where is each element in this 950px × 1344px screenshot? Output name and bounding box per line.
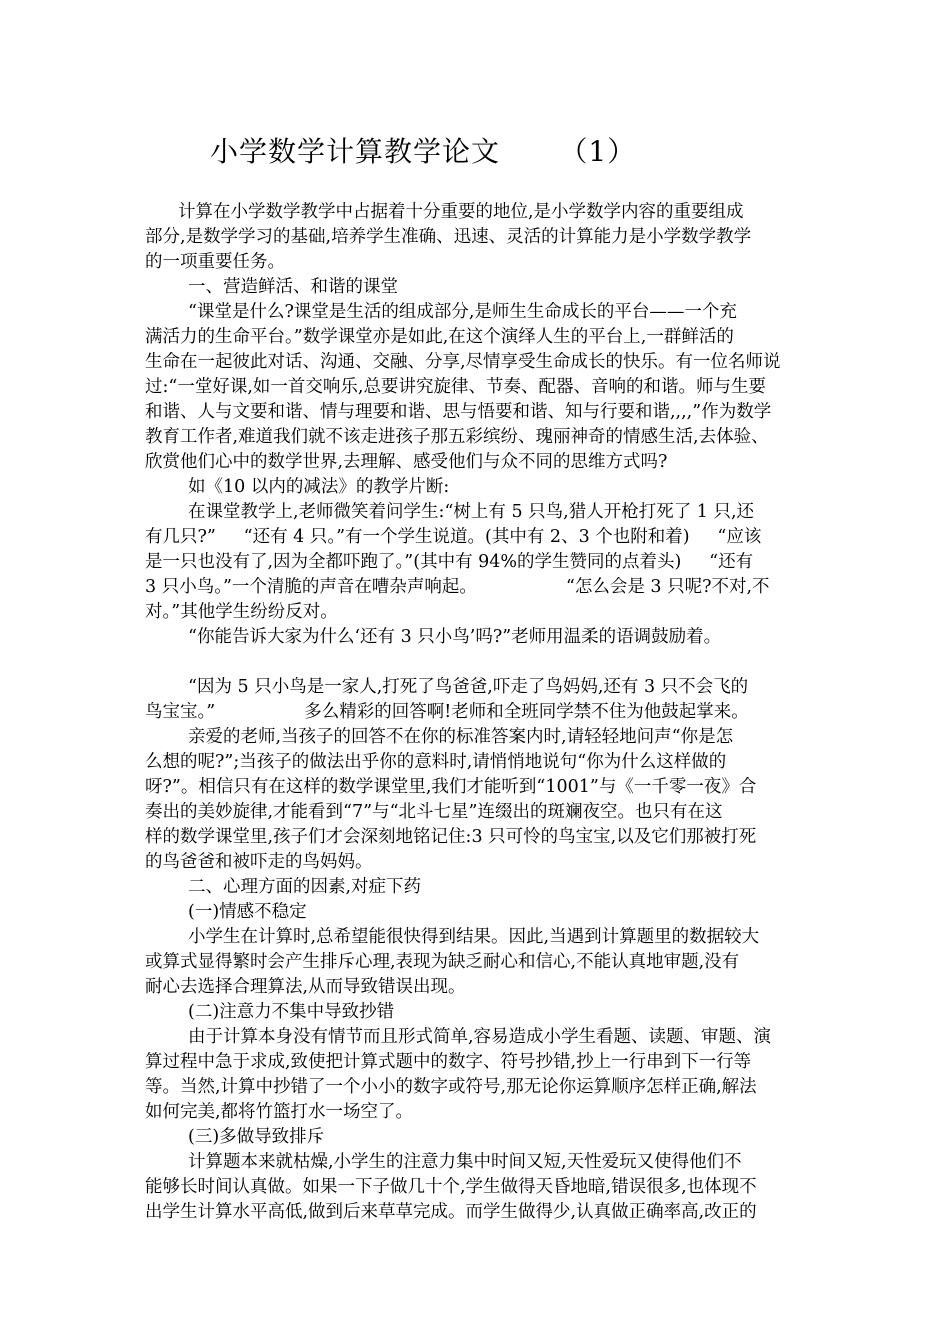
text-line: 计算题本来就枯燥,小学生的注意力集中时间又短,天性爱玩又使得他们不 [188,1152,742,1172]
text-line: 生命在一起彼此对话、沟通、交融、分享,尽情享受生命成长的快乐。有一位名师说 [145,352,781,372]
text-line: 奏出的美妙旋律,才能看到“7”与“北斗七星”连缀出的斑斓夜空。也只有在这 [145,802,723,822]
text-line: 么想的呢?”;当孩子的做法出乎你的意料时,请悄悄地说句“你为什么这样做的 [145,752,727,772]
text-line: 亲爱的老师,当孩子的回答不在你的标准答案内时,请轻轻地问声“你是怎 [188,727,734,747]
text-line: 由于计算本身没有情节而且形式简单,容易造成小学生看题、读题、审题、演 [188,1027,772,1047]
text-line: 在课堂教学上,老师微笑着问学生:“树上有 5 只鸟,猎人开枪打死了 1 只,还 [188,502,755,522]
subsection-heading: (二)注意力不集中导致抄错 [188,1002,395,1022]
text-line: 欣赏他们心中的数学世界,去理解、感受他们与众不同的思维方式吗? [145,452,668,472]
text-line: 对。”其他学生纷纷反对。 [145,602,338,622]
text-line: 算过程中急于求成,致使把计算式题中的数字、符号抄错,抄上一行串到下一行等 [145,1052,752,1072]
text-line: 小学生在计算时,总希望能很快得到结果。因此,当遇到计算题里的数据较大 [188,927,760,947]
text-line: “因为 5 只小鸟是一家人,打死了鸟爸爸,吓走了鸟妈妈,还有 3 只不会飞的 [188,677,749,697]
text-line: 满活力的生命平台。”数学课堂亦是如此,在这个演绎人生的平台上,一群鲜活的 [145,327,734,347]
section-heading: 一、营造鲜活、和谐的课堂 [188,277,398,297]
text-line: “你能告诉大家为什么‘还有 3 只小鸟’吗?”老师用温柔的语调鼓励着。 [188,627,722,647]
text-line: 鸟宝宝。” 多么精彩的回答啊!老师和全班同学禁不住为他鼓起掌来。 [145,702,749,722]
text-line: “课堂是什么?课堂是生活的组成部分,是师生生命成长的平台——一个充 [188,302,737,322]
text-line: 能够长时间认真做。如果一下子做几十个,学生做得天昏地暗,错误很多,也体现不 [145,1177,757,1197]
text-line: 出学生计算水平高低,做到后来草草完成。而学生做得少,认真做正确率高,改正的 [145,1202,757,1222]
text-line: 呀?”。相信只有在这样的数学课堂里,我们才能听到“1001”与《一千零一夜》合 [145,777,757,797]
text-line: 3 只小鸟。”一个清脆的声音在嘈杂声响起。 “怎么会是 3 只呢?不对,不 [145,577,770,597]
text-line: 样的数学课堂里,孩子们才会深刻地铭记住:3 只可怜的鸟宝宝,以及它们那被打死 [145,827,757,847]
text-line: 等。当然,计算中抄错了一个小小的数字或符号,那无论你运算顺序怎样正确,解法 [145,1077,757,1097]
text-line: 或算式显得繁时会产生排斥心理,表现为缺乏耐心和信心,不能认真地审题,没有 [145,952,740,972]
document-title: 小学数学计算教学论文 （1） [210,135,637,168]
text-line: 计算在小学数学教学中占据着十分重要的地位,是小学数学内容的重要组成 [178,202,744,222]
section-heading: 二、心理方面的因素,对症下药 [188,877,422,897]
text-line: 过:“一堂好课,如一首交响乐,总要讲究旋律、节奏、配器、音响的和谐。师与生要 [145,377,766,397]
text-line: 如《10 以内的减法》的教学片断: [188,477,450,497]
text-line: 如何完美,都将竹篮打水一场空了。 [145,1102,414,1122]
text-line: 有几只?” “还有 4 只。”有一个学生说道。(其中有 2、3 个也附和着) “应该 [145,527,762,547]
subsection-heading: (三)多做导致排斥 [188,1127,325,1147]
text-line: 和谐、人与文要和谐、情与理要和谐、思与悟要和谐、知与行要和谐,,,,”作为数学 [145,402,772,422]
text-line: 耐心去选择合理算法,从而导致错误出现。 [145,977,466,997]
text-line: 教育工作者,难道我们就不该走进孩子那五彩缤纷、瑰丽神奇的情感生活,去体验、 [145,427,769,447]
subsection-heading: (一)情感不稳定 [188,902,307,922]
text-line: 部分,是数学学习的基础,培养学生准确、迅速、灵活的计算能力是小学数学教学 [145,227,752,247]
text-line: 是一只也没有了,因为全都吓跑了。”(其中有 94%的学生赞同的点着头) “还有 [145,552,754,572]
text-line: 的鸟爸爸和被吓走的鸟妈妈。 [145,852,373,872]
text-line: 的一项重要任务。 [145,252,285,272]
